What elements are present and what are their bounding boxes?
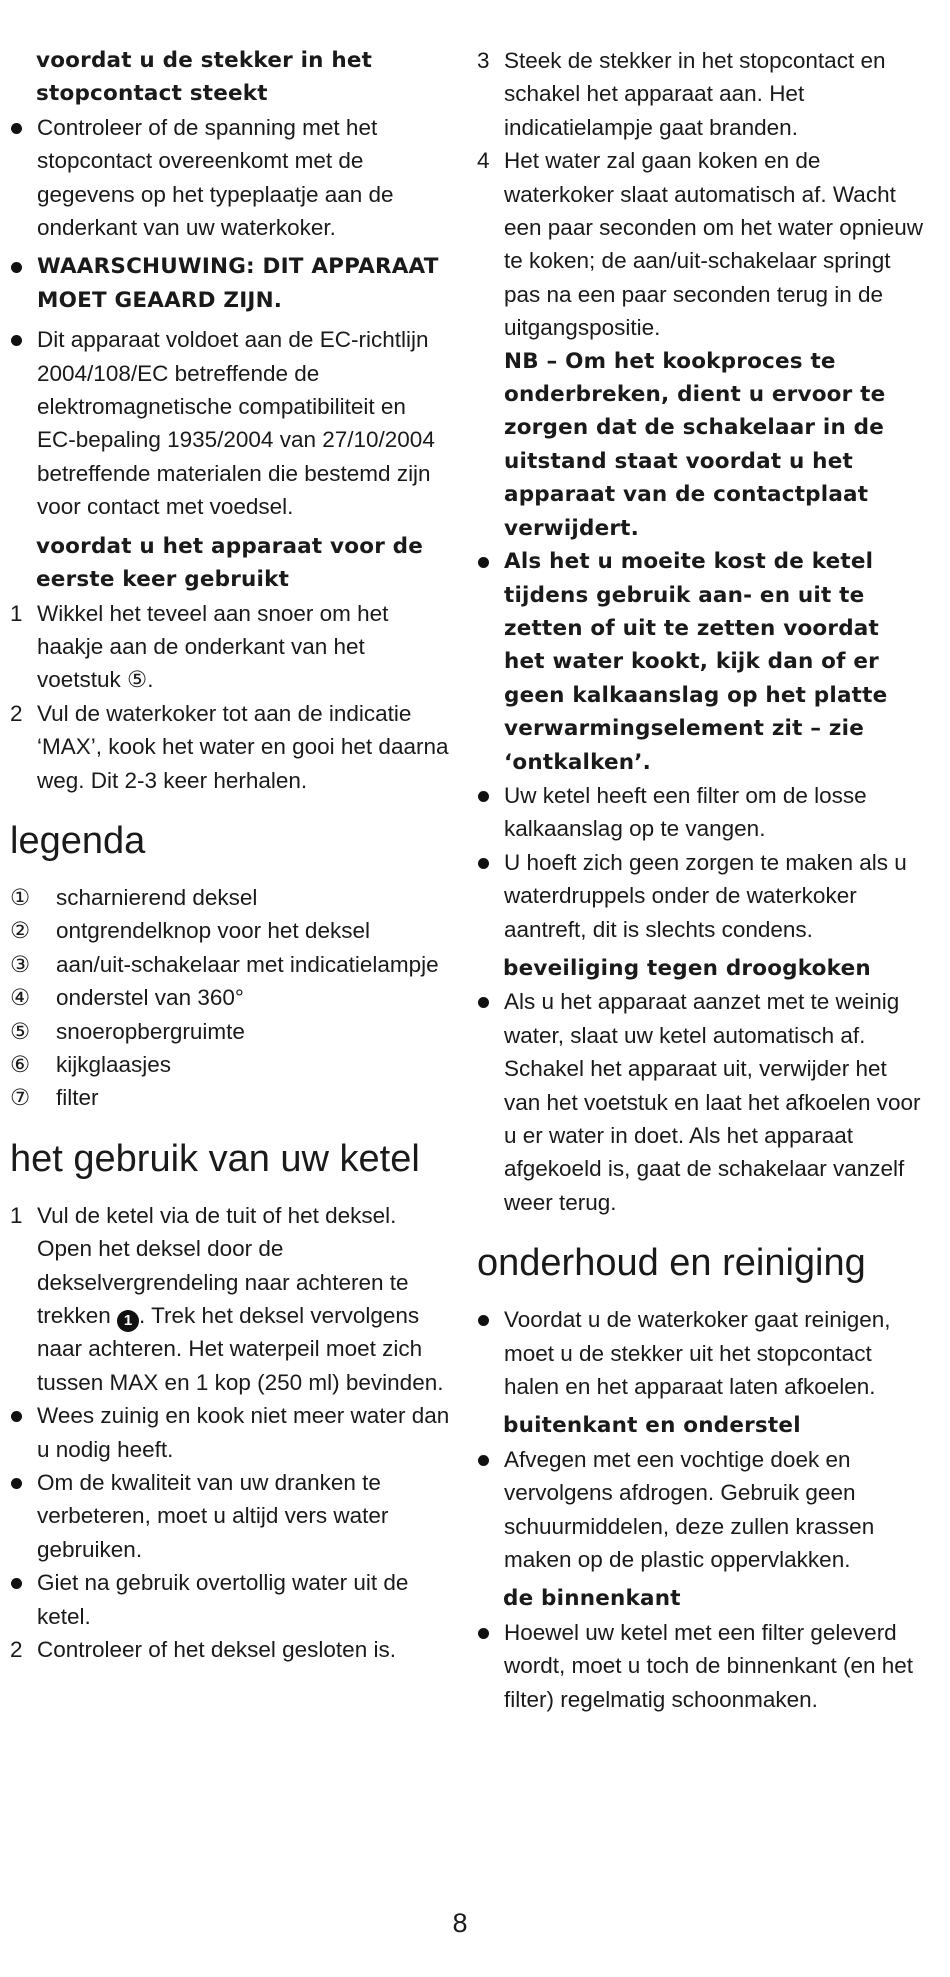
legend-number: ③ [10, 951, 31, 977]
use-step-1 [10, 1199, 450, 1399]
heading-outside: buitenkant en onderstel [503, 1413, 801, 1439]
legend-text: kijkglaasjes [56, 1051, 172, 1077]
legend-number: ⑦ [10, 1085, 31, 1111]
bullet-sparing: Wees zuinig en kook niet meer water dan u nodig heeft. [10, 1399, 450, 1466]
right-column [477, 44, 927, 1716]
bullet-filter: Uw ketel heeft een filter om de losse kalkaanslag op te vangen. [477, 779, 927, 846]
legend-text: snoeropbergruimte [56, 1018, 245, 1044]
step-text: Het water zal gaan koken en de waterkoker slaat automatisch af. Wacht een paar seconden om het water opnieuw te koken; de aan/uit-schakelaar springt pas na een paar seconden terug in de uitgangspositie. [504, 148, 924, 341]
heading-dry-boil: beveiliging tegen droogkoken [503, 955, 871, 981]
step-number: 4 [477, 148, 490, 174]
bullet-outside: Afvegen met een vochtige doek en vervolgens afdrogen. Gebruik geen schuurmiddelen, deze zullen krassen maken op de plastic oppervlakken. [477, 1443, 927, 1577]
step-2 [10, 697, 450, 797]
legend-item [10, 1081, 450, 1114]
page-number: 8 [452, 1908, 468, 1938]
heading-before-plug: voordat u de stekker in het stopcontact steekt [36, 48, 373, 107]
legend-number: ⑥ [10, 1051, 31, 1077]
note-interrupt: NB – Om het kookproces te onderbreken, dient u ervoor te zorgen dat de schakelaar in de uitstand staat voordat u het apparaat van de contactplaat verwijdert. [504, 348, 886, 541]
step-text: Vul de waterkoker tot aan de indicatie ‘MAX’, kook het water en gooi het daarna weg. Dit 2-3 keer herhalen. [37, 700, 449, 793]
bullet-voltage: Controleer of de spanning met het stopcontact overeenkomt met de gegevens op het typeplaatje aan de onderkant van uw waterkoker. [10, 111, 450, 245]
bullet-limescale: Als het u moeite kost de ketel tijdens gebruik aan- en uit te zetten of uit te zetten voordat het water kookt, kijk dan of er geen kalkaanslag op het platte verwarmingselement zit – zie ‘ontkalken’. [477, 545, 927, 779]
bullet-quality: Om de kwaliteit van uw dranken te verbeteren, moet u altijd vers water gebruiken. [10, 1466, 450, 1566]
legend-text: filter [56, 1085, 99, 1111]
step-3 [477, 44, 927, 144]
legend-item [10, 1048, 450, 1081]
legend-text: onderstel van 360° [56, 985, 244, 1011]
legend-number: ② [10, 918, 31, 944]
legend-text: aan/uit-schakelaar met indicatielampje [56, 951, 439, 977]
legend-item [10, 881, 450, 914]
legend-item [10, 948, 450, 981]
legend-item [10, 914, 450, 947]
bullet-pour: Giet na gebruik overtollig water uit de ketel. [10, 1566, 450, 1633]
step-text: Wikkel het teveel aan snoer om het haakje aan de onderkant van het voetstuk ⑤. [37, 600, 389, 693]
heading-first-use: voordat u het apparaat voor de eerste keer gebruikt [36, 533, 424, 593]
step-1 [10, 597, 450, 697]
heading-inside: de binnenkant [503, 1586, 681, 1612]
section-title-legend: legenda [10, 819, 146, 862]
step-number: 2 [10, 1637, 23, 1663]
section-title-use: het gebruik van uw ketel [10, 1137, 420, 1180]
step-number: 3 [477, 48, 490, 73]
legend-item [10, 981, 450, 1014]
left-column [10, 44, 450, 1666]
step-4 [477, 144, 927, 545]
lid-release-badge-icon: 1 [117, 1310, 139, 1332]
bullet-unplug: Voordat u de waterkoker gaat reinigen, moet u de stekker uit het stopcontact halen en het apparaat laten afkoelen. [477, 1303, 927, 1403]
legend-item [10, 1015, 450, 1048]
legend-number: ④ [10, 985, 31, 1011]
step-text-part2: . Trek het deksel vervolgens naar achteren. Het waterpeil moet zich tussen MAX en 1 kop (250 ml) bevinden. [37, 1303, 444, 1395]
legend-list [10, 881, 450, 1115]
step-text: Controleer of het deksel gesloten is. [37, 1637, 396, 1663]
legend-number: ⑤ [10, 1018, 31, 1044]
legend-number: ① [10, 884, 31, 910]
step-number: 1 [10, 600, 23, 626]
bullet-drops: U hoeft zich geen zorgen te maken als u waterdruppels onder de waterkoker aantreft, dit is slechts condens. [477, 846, 927, 946]
use-step-2 [10, 1633, 450, 1666]
bullet-dry-boil: Als u het apparaat aanzet met te weinig water, slaat uw ketel automatisch af. Schakel het apparaat uit, verwijder het van het voetstuk en laat het afkoelen voor u er water in doet. Als het apparaat afgekoeld is, gaat de schakelaar vanzelf weer terug. [477, 985, 927, 1219]
step-text: Steek de stekker in het stopcontact en schakel het apparaat aan. Het indicatielampje gaat branden. [504, 48, 886, 140]
step-number: 1 [10, 1202, 23, 1228]
legend-text: ontgrendelknop voor het deksel [56, 918, 370, 944]
bullet-warning: WAARSCHUWING: DIT APPARAAT MOET GEAARD ZIJN. [10, 250, 450, 317]
legend-text: scharnierend deksel [56, 884, 258, 910]
step-text-part1: Vul de ketel via de tuit of het deksel. Open het deksel door de dekselvergrendeling naar achteren te trekken [37, 1202, 409, 1328]
bullet-ec: Dit apparaat voldoet aan de EC-richtlijn 2004/108/EC betreffende de elektromagnetische compatibiliteit en EC-bepaling 1935/2004 van 27/10/2004 betreffende materialen die bestemd zijn voor contact met voedsel. [10, 323, 450, 523]
section-title-maintenance: onderhoud en reiniging [477, 1242, 866, 1285]
bullet-inside: Hoewel uw ketel met een filter geleverd wordt, moet u toch de binnenkant (en het filter) regelmatig schoonmaken. [477, 1616, 927, 1716]
step-number: 2 [10, 700, 23, 726]
